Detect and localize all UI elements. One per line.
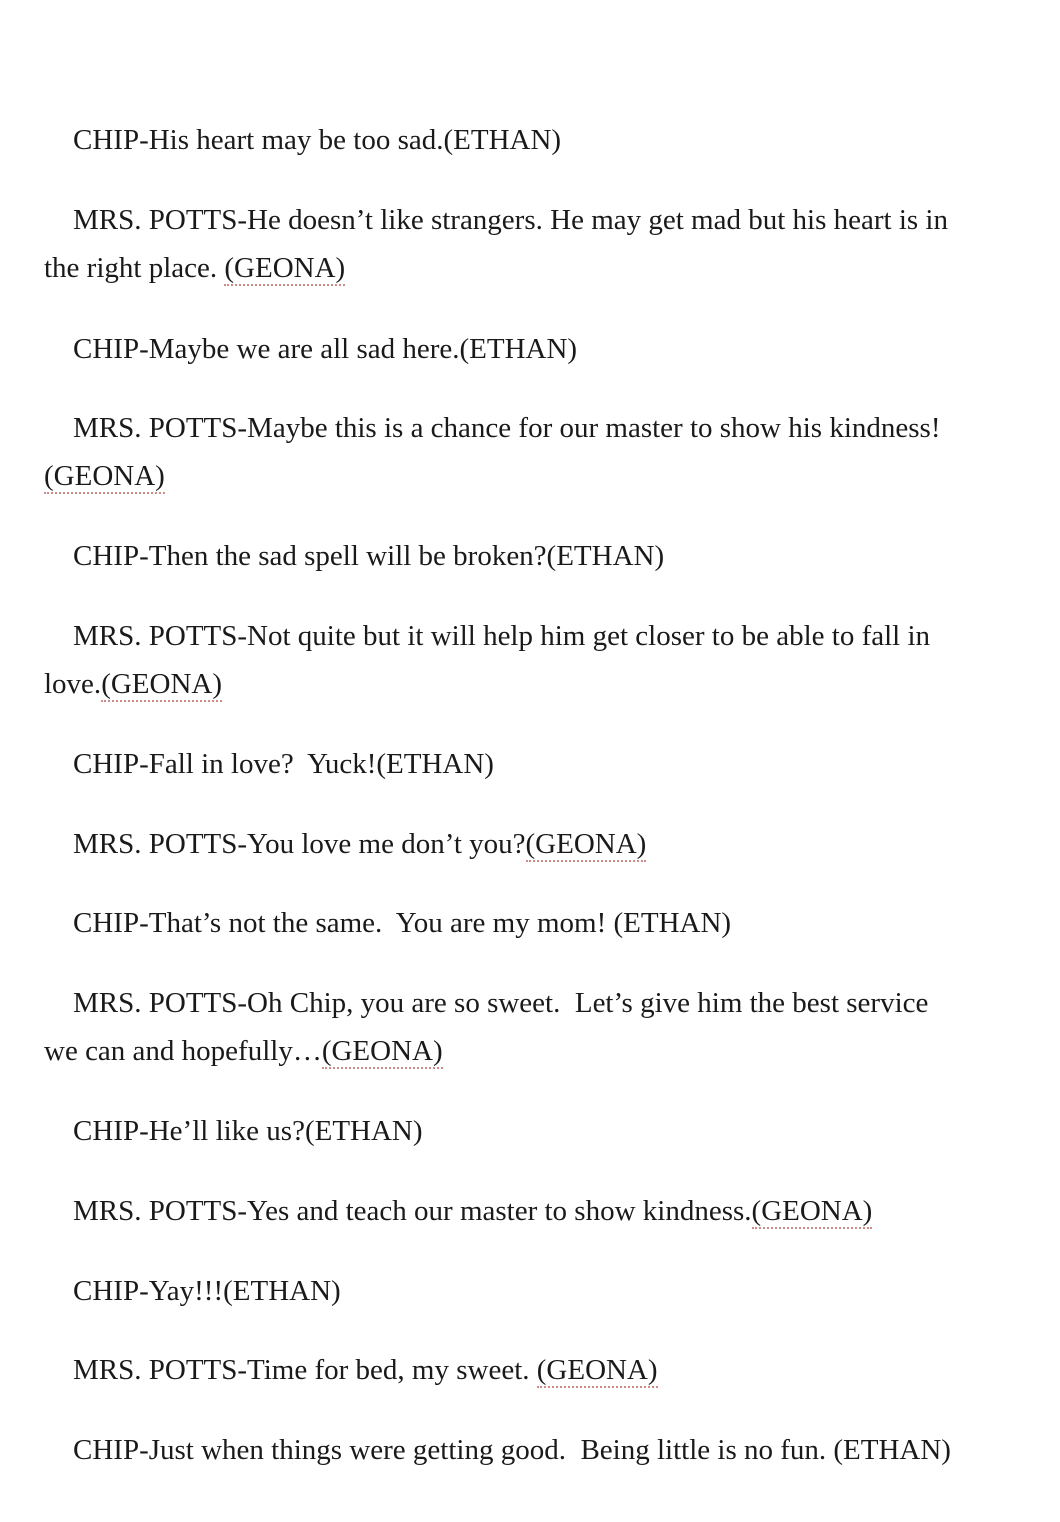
- line-text-continued: the right place.: [44, 252, 225, 284]
- spellcheck-underlined-word[interactable]: (GEONA): [321, 1035, 443, 1067]
- line-text: MRS. POTTS-Yes and teach our master to show kindness.: [73, 1195, 752, 1227]
- spellcheck-underlined-word[interactable]: (GEONA): [101, 668, 222, 700]
- line-text: CHIP-He’ll like us?(ETHAN): [73, 1115, 423, 1147]
- line-text: CHIP-Just when things were getting good. Being little is no fun. (ETHAN): [73, 1434, 951, 1466]
- spellcheck-underlined-word[interactable]: (GEONA): [224, 252, 346, 284]
- line-text: CHIP-His heart may be too sad.(ETHAN): [73, 124, 562, 156]
- spellcheck-underlined-word[interactable]: (GEONA): [536, 1354, 658, 1386]
- line-text: MRS. POTTS-Time for bed, my sweet.: [73, 1354, 537, 1386]
- line-text: MRS. POTTS-Maybe this is a chance for our master to show his kindness!: [73, 412, 941, 444]
- line-text: MRS. POTTS-You love me don’t you?: [73, 828, 526, 860]
- line-text: CHIP-Yay!!!(ETHAN): [73, 1275, 341, 1307]
- line-text: CHIP-That’s not the same. You are my mom! (ETHAN): [73, 907, 732, 939]
- script-line: [44, 1378, 1004, 1522]
- line-text: CHIP-Then the sad spell will be broken?(ETHAN): [73, 540, 665, 572]
- line-text-continued: love.: [44, 668, 102, 700]
- spellcheck-underlined-word[interactable]: (GEONA): [525, 828, 647, 860]
- spellcheck-underlined-word[interactable]: (GEONA): [44, 460, 165, 492]
- line-text: MRS. POTTS-Not quite but it will help him get closer to be able to fall in: [73, 620, 931, 652]
- spellcheck-underlined-word[interactable]: (GEONA): [751, 1195, 873, 1227]
- line-text: CHIP-Maybe we are all sad here.(ETHAN): [73, 333, 578, 365]
- line-text: CHIP-Fall in love? Yuck!(ETHAN): [73, 748, 494, 780]
- line-text-continued: we can and hopefully…: [44, 1035, 322, 1067]
- line-text: MRS. POTTS-He doesn’t like strangers. He may get mad but his heart is in: [73, 204, 948, 236]
- line-text: MRS. POTTS-Oh Chip, you are so sweet. Let’s give him the best service: [73, 987, 929, 1019]
